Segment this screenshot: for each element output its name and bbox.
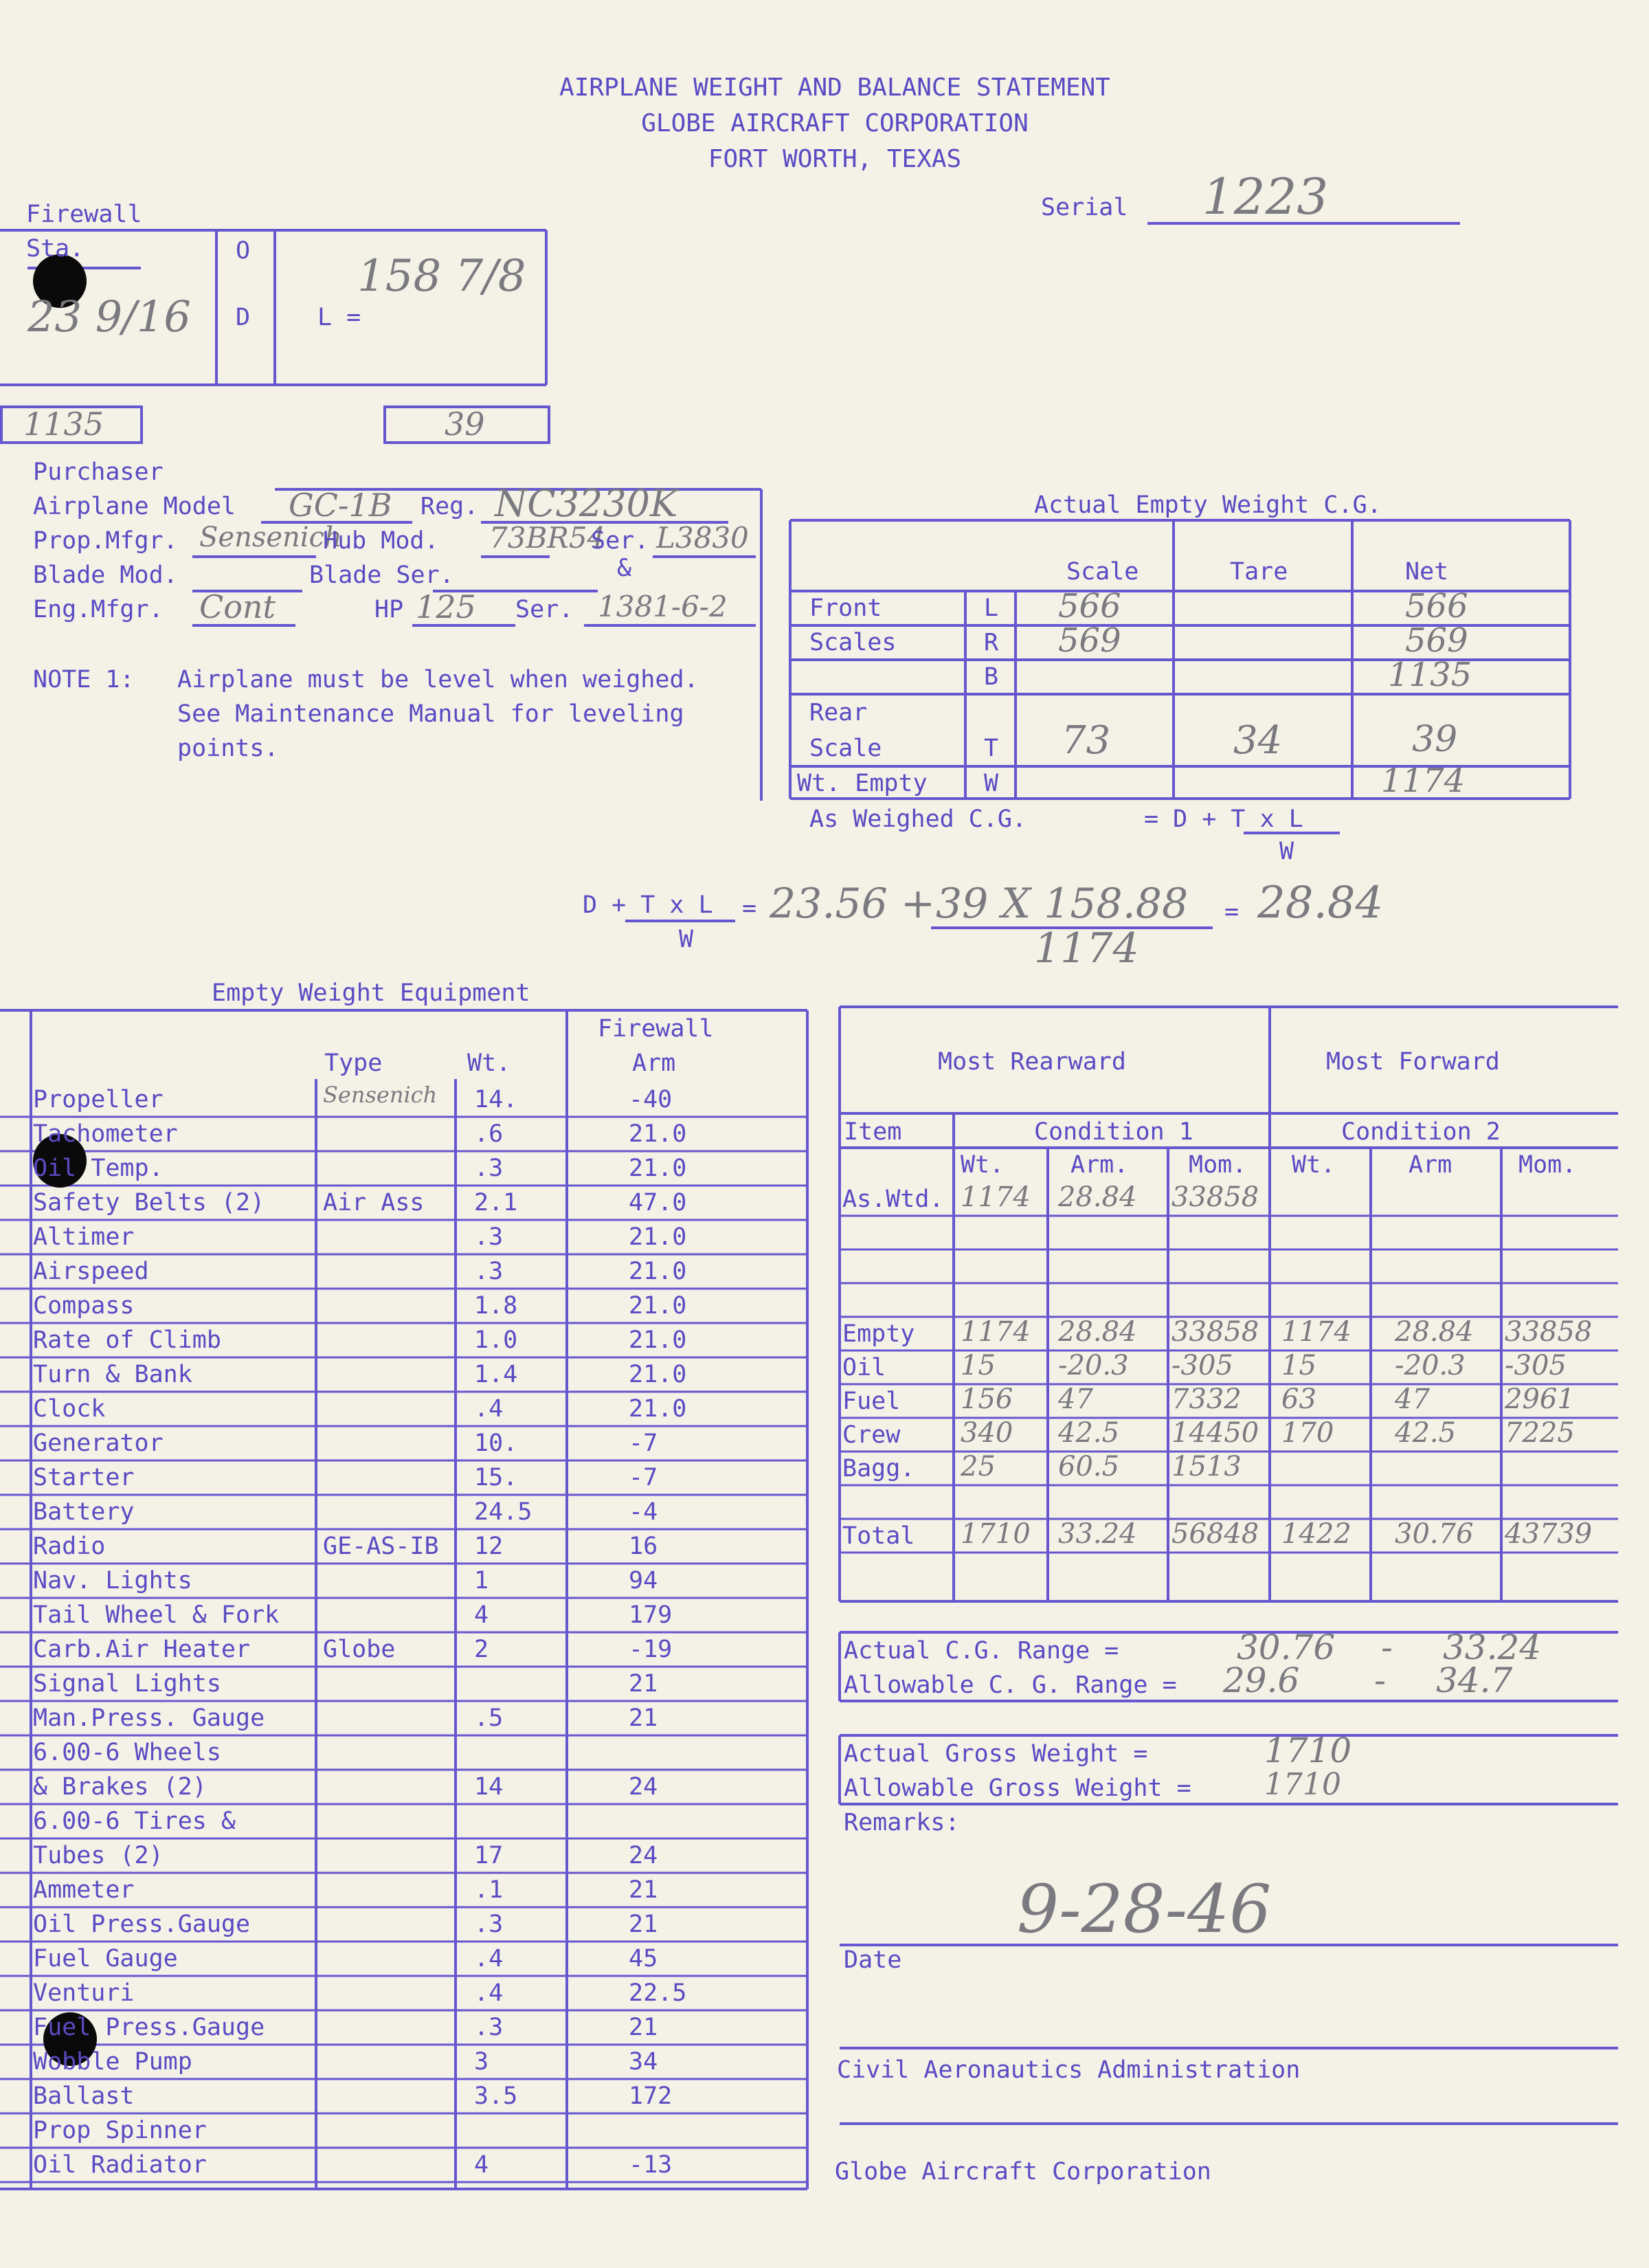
equipment-row-wt: 14. — [474, 1086, 518, 1113]
hp-label: HP — [374, 596, 404, 623]
condition-2-arm-value: 30.76 — [1395, 1518, 1474, 1550]
c1-arm-header: Arm. — [1070, 1151, 1129, 1179]
remarks-label: Remarks: — [844, 1809, 960, 1836]
actual-cg-range-label: Actual C.G. Range = — [844, 1637, 1119, 1665]
allowable-cg-range-label: Allowable C. G. Range = — [844, 1671, 1177, 1699]
equipment-row-arm: 172 — [629, 2082, 673, 2110]
equipment-row-item: Signal Lights — [33, 1670, 221, 1698]
item-header: Item — [844, 1118, 902, 1146]
front-label: Front — [809, 594, 882, 622]
l-row-key: L — [984, 594, 999, 622]
prop-mfgr-value: Sensenich — [199, 522, 342, 553]
actual-cg-range-max: 33.24 — [1443, 1627, 1542, 1667]
condition-1-wt-value: 340 — [961, 1417, 1013, 1449]
l-scale-value: 566 — [1058, 587, 1121, 625]
firewall-box-1 — [0, 405, 143, 444]
condition-1-mom-value: 1513 — [1171, 1451, 1242, 1482]
as-weighed-formula: = D + T x L — [1144, 805, 1303, 833]
c2-arm-header: Arm — [1409, 1151, 1452, 1179]
condition-1-wt-value: 1174 — [961, 1316, 1031, 1348]
equipment-row-item: Oil Radiator — [33, 2151, 207, 2179]
equipment-row-item: & Brakes (2) — [33, 1773, 207, 1801]
equipment-row-arm: -7 — [629, 1430, 658, 1457]
actual-gross-weight-value: 1710 — [1264, 1731, 1352, 1770]
condition-2-arm-value: 28.84 — [1395, 1316, 1474, 1348]
calc-lhs: D + T x L — [583, 891, 713, 919]
allowable-cg-range-dash: - — [1374, 1660, 1386, 1700]
equipment-row-item: Nav. Lights — [33, 1567, 192, 1594]
equipment-row-wt: 24.5 — [474, 1498, 532, 1526]
equipment-row-wt: 12 — [474, 1533, 504, 1560]
condition-2-wt-value: 63 — [1281, 1383, 1316, 1415]
equipment-row-item: Oil Temp. — [33, 1155, 164, 1182]
allowable-cg-range-max: 34.7 — [1436, 1660, 1513, 1700]
calc-lhs-den: W — [679, 926, 694, 953]
airplane-model-label: Airplane Model — [33, 493, 236, 520]
wt-empty-label: Wt. Empty — [797, 770, 928, 797]
c2-mom-header: Mom. — [1518, 1151, 1577, 1179]
condition-row-label: Oil — [842, 1354, 886, 1381]
date-label: Date — [844, 1946, 902, 1974]
equipment-row-arm: 179 — [629, 1601, 673, 1629]
equipment-row-item: Tachometer — [33, 1120, 178, 1148]
equipment-row-arm: -13 — [629, 2151, 673, 2179]
equipment-row-item: Clock — [33, 1395, 106, 1423]
equipment-row-arm: 21.0 — [629, 1395, 687, 1423]
condition-1-arm-value: 60.5 — [1058, 1451, 1120, 1482]
condition-1-arm-value: 42.5 — [1058, 1417, 1120, 1449]
equipment-row-wt: 2 — [474, 1636, 489, 1663]
header-line-2: GLOBE AIRCRAFT CORPORATION — [641, 109, 1029, 137]
prop-ser-value: L3830 — [656, 521, 749, 555]
sta-value: 23 9/16 — [27, 291, 191, 342]
note-line-3: points. — [177, 735, 279, 762]
c1-mom-header: Mom. — [1189, 1151, 1247, 1179]
w-net-value: 1174 — [1381, 761, 1466, 800]
globe-signature-label: Globe Aircraft Corporation — [835, 2158, 1211, 2186]
hub-mod-value: 73BR54 — [489, 521, 606, 555]
equipment-row-wt: 4 — [474, 1601, 489, 1629]
serial-value: 1223 — [1202, 168, 1329, 225]
equipment-row-wt: 2.1 — [474, 1189, 518, 1216]
condition-2-arm-value: 42.5 — [1395, 1417, 1457, 1449]
calc-eq-2: = — [1224, 898, 1239, 926]
equipment-row-item: Carb.Air Heater — [33, 1636, 251, 1663]
equipment-row-wt: .3 — [474, 1155, 504, 1182]
header-line-3: FORT WORTH, TEXAS — [708, 145, 962, 173]
equipment-row-wt: 15. — [474, 1464, 518, 1491]
equipment-row-type: Air Ass — [323, 1189, 425, 1216]
equipment-row-item: Battery — [33, 1498, 135, 1526]
condition-2-arm-value: -20.3 — [1395, 1350, 1466, 1381]
equipment-row-item: Ammeter — [33, 1876, 135, 1904]
calc-result: 28.84 — [1257, 878, 1384, 929]
serial-label: Serial — [1041, 194, 1128, 221]
equipment-row-item: Oil Press.Gauge — [33, 1911, 251, 1938]
equipment-title: Empty Weight Equipment — [212, 979, 530, 1007]
eng-mfgr-value: Cont — [199, 588, 276, 625]
most-forward-label: Most Forward — [1326, 1048, 1500, 1076]
equipment-row-item: 6.00-6 Tires & — [33, 1808, 236, 1835]
equipment-row-item: Wobble Pump — [33, 2048, 192, 2076]
equipment-arm-header-2: Arm — [632, 1049, 676, 1077]
blade-mod-label: Blade Mod. — [33, 562, 178, 589]
condition-2-mom-value: -305 — [1505, 1350, 1567, 1381]
equipment-row-wt: 10. — [474, 1430, 518, 1457]
equipment-type-header: Type — [324, 1049, 383, 1077]
l-label: L = — [317, 304, 361, 331]
equipment-row-arm: 21 — [629, 1670, 658, 1698]
eng-mfgr-label: Eng.Mfgr. — [33, 596, 164, 623]
t-scale-value: 73 — [1062, 718, 1111, 763]
rear-scale-label: Scale — [809, 735, 882, 762]
equipment-row-item: Fuel Gauge — [33, 1945, 178, 1972]
hub-mod-label: Hub Mod. — [323, 527, 439, 555]
condition-row-label: Crew — [842, 1421, 901, 1449]
condition-row-label: Fuel — [842, 1388, 901, 1415]
document-header — [0, 76, 1649, 172]
equipment-row-wt: .4 — [474, 1979, 504, 2007]
note-line-2: See Maintenance Manual for leveling — [177, 700, 684, 728]
equipment-row-wt: .5 — [474, 1704, 504, 1732]
equipment-row-arm: 21 — [629, 2014, 658, 2041]
equipment-row-arm: -40 — [629, 1086, 673, 1113]
d-label: D — [236, 304, 251, 331]
condition-row-label: Bagg. — [842, 1455, 915, 1482]
firewall-box-2 — [383, 405, 550, 444]
actual-gross-weight-label: Actual Gross Weight = — [844, 1740, 1148, 1768]
equipment-row-arm: 21.0 — [629, 1292, 687, 1320]
equipment-row-wt: .3 — [474, 2014, 504, 2041]
equipment-row-item: Prop Spinner — [33, 2117, 207, 2144]
equipment-row-item: Compass — [33, 1292, 135, 1320]
equipment-row-arm: 21.0 — [629, 1258, 687, 1285]
equipment-row-arm: 21 — [629, 1704, 658, 1732]
airplane-model-value: GC-1B — [289, 487, 392, 524]
note-label: NOTE 1: — [33, 666, 135, 693]
equipment-row-arm: 21.0 — [629, 1361, 687, 1388]
condition-2-wt-value: 1422 — [1281, 1518, 1351, 1550]
eng-ser-label: Ser. — [515, 596, 574, 623]
condition-row-label: Total — [842, 1522, 915, 1550]
actual-cg-range-min: 30.76 — [1237, 1627, 1336, 1667]
o-label: O — [236, 237, 251, 265]
l-net-value: 566 — [1405, 587, 1468, 625]
condition-2-wt-value: 1174 — [1281, 1316, 1351, 1348]
condition-1-wt-value: 156 — [961, 1383, 1013, 1415]
firewall-box-2-value: 39 — [445, 405, 485, 443]
equipment-wt-header: Wt. — [467, 1049, 511, 1077]
condition-1-arm-value: 28.84 — [1058, 1181, 1137, 1213]
condition-1-mom-value: 33858 — [1171, 1316, 1259, 1348]
condition-2-mom-value: 2961 — [1505, 1383, 1575, 1415]
b-net-value: 1135 — [1388, 656, 1472, 694]
sta-label: Sta. — [26, 235, 85, 263]
equipment-row-item: Turn & Bank — [33, 1361, 192, 1388]
equipment-row-arm: 21.0 — [629, 1155, 687, 1182]
net-col-header: Net — [1405, 558, 1449, 586]
equipment-row-wt: 1.4 — [474, 1361, 518, 1388]
allowable-cg-range-min: 29.6 — [1223, 1660, 1300, 1700]
equipment-row-wt: .1 — [474, 1876, 504, 1904]
condition-1-arm-value: 47 — [1058, 1383, 1093, 1415]
equipment-row-item: Ballast — [33, 2082, 135, 2110]
condition-1-wt-value: 1710 — [961, 1518, 1031, 1550]
equipment-row-type: Globe — [323, 1636, 396, 1663]
condition-1-arm-value: -20.3 — [1058, 1350, 1129, 1381]
equipment-row-wt: 17 — [474, 1842, 504, 1869]
equipment-row-wt: 1.8 — [474, 1292, 518, 1320]
actual-cg-range-dash: - — [1381, 1627, 1393, 1667]
equipment-row-item: 6.00-6 Wheels — [33, 1739, 221, 1766]
condition-1-wt-value: 15 — [961, 1350, 996, 1381]
prop-ser-label: Ser. — [591, 527, 649, 555]
t-row-key: T — [984, 735, 999, 762]
condition-2-mom-value: 7225 — [1505, 1417, 1575, 1449]
condition-1-arm-value: 33.24 — [1058, 1518, 1137, 1550]
equipment-row-wt: .3 — [474, 1223, 504, 1251]
equipment-arm-header-1: Firewall — [598, 1015, 714, 1043]
allowable-gross-weight-value: 1710 — [1264, 1767, 1341, 1802]
most-rearward-label: Most Rearward — [938, 1048, 1126, 1076]
l-value: 158 7/8 — [357, 251, 526, 302]
equipment-row-item: Man.Press. Gauge — [33, 1704, 265, 1732]
equipment-row-arm: 21 — [629, 1911, 658, 1938]
r-scale-value: 569 — [1058, 621, 1121, 660]
caa-label: Civil Aeronautics Administration — [837, 2056, 1301, 2084]
tare-col-header: Tare — [1230, 558, 1288, 586]
equipment-row-wt: .3 — [474, 1258, 504, 1285]
equipment-row-wt: 3.5 — [474, 2082, 518, 2110]
t-net-value: 39 — [1412, 719, 1458, 760]
prop-mfgr-label: Prop.Mfgr. — [33, 527, 178, 555]
condition-2-arm-value: 47 — [1395, 1383, 1430, 1415]
equipment-row-type: GE-AS-IB — [323, 1533, 439, 1560]
equipment-row-item: Altimer — [33, 1223, 135, 1251]
equipment-row-arm: 45 — [629, 1945, 658, 1972]
equipment-row-arm: 21.0 — [629, 1120, 687, 1148]
condition-2-header: Condition 2 — [1341, 1118, 1501, 1146]
condition-1-header: Condition 1 — [1034, 1118, 1193, 1146]
as-weighed-label: As Weighed C.G. — [809, 805, 1027, 833]
w-row-key: W — [984, 770, 999, 797]
equipment-row-arm: 94 — [629, 1567, 658, 1594]
equipment-row-item: Generator — [33, 1430, 164, 1457]
c1-wt-header: Wt. — [961, 1151, 1005, 1179]
condition-1-mom-value: 56848 — [1171, 1518, 1259, 1550]
header-line-1: AIRPLANE WEIGHT AND BALANCE STATEMENT — [559, 74, 1110, 102]
equipment-row-item: Rate of Climb — [33, 1326, 221, 1354]
equipment-row-wt: 14 — [474, 1773, 504, 1801]
equipment-row-arm: 24 — [629, 1773, 658, 1801]
equipment-row-arm: -7 — [629, 1464, 658, 1491]
reg-label: Reg. — [420, 493, 479, 520]
calc-term1: 23.56 + — [770, 880, 936, 928]
condition-2-wt-value: 170 — [1281, 1417, 1334, 1449]
equipment-row-wt: .3 — [474, 1911, 504, 1938]
condition-row-label: Empty — [842, 1320, 915, 1348]
eng-ser-value: 1381-6-2 — [598, 590, 728, 623]
condition-1-arm-value: 28.84 — [1058, 1316, 1137, 1348]
condition-2-wt-value: 15 — [1281, 1350, 1316, 1381]
condition-1-mom-value: -305 — [1171, 1350, 1233, 1381]
condition-2-mom-value: 33858 — [1505, 1316, 1593, 1348]
equipment-row-item: Venturi — [33, 1979, 135, 2007]
condition-row-label: As.Wtd. — [842, 1186, 944, 1213]
equipment-row-item: Fuel Press.Gauge — [33, 2014, 265, 2041]
equipment-row-item: Airspeed — [33, 1258, 149, 1285]
equipment-row-wt: .6 — [474, 1120, 504, 1148]
condition-1-wt-value: 1174 — [961, 1181, 1031, 1213]
equipment-row-arm: -4 — [629, 1498, 658, 1526]
date-value: 9-28-46 — [1017, 1871, 1272, 1948]
as-weighed-formula-den: W — [1279, 838, 1294, 865]
actual-cg-title: Actual Empty Weight C.G. — [1034, 491, 1382, 519]
calc-eq-1: = — [742, 895, 757, 922]
blade-ser-label: Blade Ser. — [309, 562, 454, 589]
equipment-row-item: Safety Belts (2) — [33, 1189, 265, 1216]
equipment-row-item: Tail Wheel & Fork — [33, 1601, 280, 1629]
scale-col-header: Scale — [1066, 558, 1139, 586]
b-row-key: B — [984, 663, 999, 691]
rear-label: Rear — [809, 699, 868, 726]
equipment-row-item: Starter — [33, 1464, 135, 1491]
equipment-row-type: Sensenich — [323, 1082, 438, 1108]
calc-denominator: 1174 — [1034, 924, 1139, 972]
firewall-box-1-value: 1135 — [23, 405, 104, 443]
equipment-row-arm: 16 — [629, 1533, 658, 1560]
equipment-row-arm: 47.0 — [629, 1189, 687, 1216]
equipment-row-wt: 4 — [474, 2151, 489, 2179]
allowable-gross-weight-label: Allowable Gross Weight = — [844, 1775, 1191, 1802]
t-tare-value: 34 — [1233, 718, 1283, 763]
r-net-value: 569 — [1405, 621, 1468, 660]
equipment-row-wt: .4 — [474, 1395, 504, 1423]
condition-1-mom-value: 14450 — [1171, 1417, 1259, 1449]
equipment-row-wt: 1.0 — [474, 1326, 518, 1354]
equipment-row-item: Tubes (2) — [33, 1842, 164, 1869]
equipment-row-arm: 21 — [629, 1876, 658, 1904]
condition-2-mom-value: 43739 — [1505, 1518, 1593, 1550]
equipment-row-wt: 3 — [474, 2048, 489, 2076]
equipment-row-arm: 24 — [629, 1842, 658, 1869]
equipment-row-arm: 34 — [629, 2048, 658, 2076]
condition-1-wt-value: 25 — [961, 1451, 996, 1482]
note-line-1: Airplane must be level when weighed. — [177, 666, 699, 693]
hp-value: 125 — [416, 588, 476, 625]
calc-numerator: 39 X 158.88 — [936, 880, 1189, 928]
equipment-row-wt: 1 — [474, 1567, 489, 1594]
firewall-label: Firewall — [26, 201, 142, 228]
scales-label: Scales — [809, 629, 897, 656]
ampersand: & — [617, 555, 632, 582]
equipment-row-wt: .4 — [474, 1945, 504, 1972]
reg-value: NC3230K — [495, 482, 678, 525]
equipment-row-item: Radio — [33, 1533, 106, 1560]
equipment-row-arm: 21.0 — [629, 1223, 687, 1251]
r-row-key: R — [984, 629, 999, 656]
equipment-row-item: Propeller — [33, 1086, 164, 1113]
condition-1-mom-value: 7332 — [1171, 1383, 1242, 1415]
c2-wt-header: Wt. — [1292, 1151, 1336, 1179]
equipment-row-arm: 21.0 — [629, 1326, 687, 1354]
condition-1-mom-value: 33858 — [1171, 1181, 1259, 1213]
purchaser-label: Purchaser — [33, 458, 164, 486]
equipment-row-arm: -19 — [629, 1636, 673, 1663]
equipment-row-arm: 22.5 — [629, 1979, 687, 2007]
